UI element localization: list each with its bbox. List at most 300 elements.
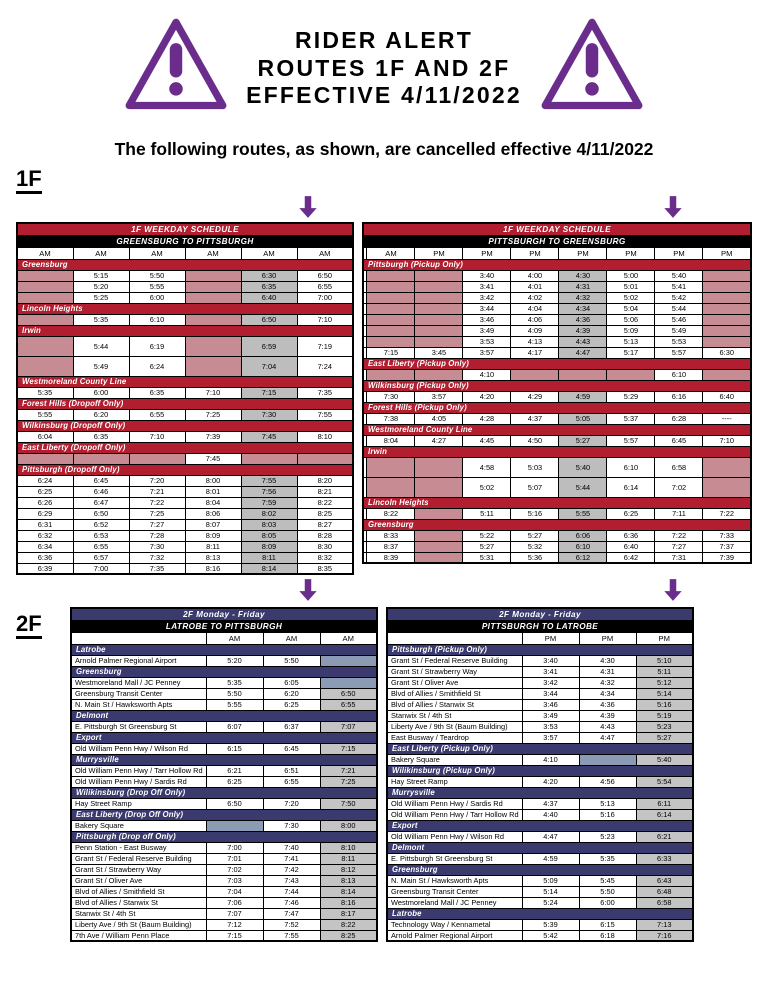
table-row bbox=[387, 754, 693, 765]
time-cell: 6:45 bbox=[73, 475, 129, 486]
table-group-row bbox=[363, 497, 751, 508]
table-period-header-row bbox=[17, 247, 353, 259]
stop-name: Old William Penn Hwy / Sardis Rd bbox=[387, 798, 522, 809]
time-cell bbox=[320, 677, 377, 688]
time-cell: 3:49 bbox=[522, 710, 579, 721]
table-row bbox=[17, 541, 353, 552]
time-cell bbox=[367, 303, 415, 314]
time-cell: 5:23 bbox=[636, 721, 693, 732]
period-header-3: PM bbox=[511, 247, 559, 259]
group-label: Murrysville bbox=[387, 787, 693, 798]
table-row bbox=[363, 314, 751, 325]
time-cell: 5:57 bbox=[655, 347, 703, 358]
time-cell: 6:12 bbox=[559, 552, 607, 563]
stop-name: Stanwix St / 4th St bbox=[387, 710, 522, 721]
table-title-row bbox=[71, 608, 377, 620]
table-row bbox=[387, 798, 693, 809]
table-row bbox=[17, 563, 353, 574]
table-group-row bbox=[363, 380, 751, 391]
stop-name: Greensburg Transit Center bbox=[71, 688, 206, 699]
time-cell: 7:46 bbox=[263, 897, 320, 908]
time-cell: 6:00 bbox=[579, 897, 636, 908]
stop-name bbox=[363, 508, 367, 519]
time-cell: 7:10 bbox=[297, 314, 353, 325]
time-cell: 5:35 bbox=[73, 314, 129, 325]
time-cell: 7:38 bbox=[367, 413, 415, 424]
table-group-row bbox=[363, 259, 751, 270]
stop-name: Liberty Ave / 9th St (Baum Building) bbox=[387, 721, 522, 732]
time-cell: 4:06 bbox=[511, 314, 559, 325]
time-cell: 7:16 bbox=[636, 930, 693, 941]
table-group-row bbox=[387, 644, 693, 655]
time-cell: 7:55 bbox=[297, 409, 353, 420]
stop-name bbox=[363, 292, 367, 303]
time-cell: 6:30 bbox=[241, 270, 297, 281]
table-group-row bbox=[17, 442, 353, 453]
time-cell: 7:15 bbox=[367, 347, 415, 358]
stop-name: Stanwix St / 4th St bbox=[71, 908, 206, 919]
table-row bbox=[387, 919, 693, 930]
stop-name bbox=[363, 325, 367, 336]
time-cell bbox=[129, 453, 185, 464]
time-cell: 5:50 bbox=[206, 688, 263, 699]
time-cell: 6:33 bbox=[636, 853, 693, 864]
period-header-2: AM bbox=[129, 247, 185, 259]
time-cell: 4:34 bbox=[559, 303, 607, 314]
time-cell: 5:27 bbox=[463, 541, 511, 552]
time-cell bbox=[415, 369, 463, 380]
time-cell: 4:31 bbox=[559, 281, 607, 292]
time-cell bbox=[703, 325, 751, 336]
table-row bbox=[363, 508, 751, 519]
period-header-0: AM bbox=[206, 632, 263, 644]
stop-name bbox=[363, 303, 367, 314]
time-cell bbox=[367, 314, 415, 325]
time-cell: 4:34 bbox=[579, 688, 636, 699]
time-cell: 6:16 bbox=[655, 391, 703, 402]
table-row bbox=[17, 336, 353, 356]
time-cell: 7:39 bbox=[703, 552, 751, 563]
time-cell: 6:34 bbox=[17, 541, 73, 552]
time-cell: 6:47 bbox=[73, 497, 129, 508]
time-cell: 8:39 bbox=[367, 552, 415, 563]
period-header-1: AM bbox=[73, 247, 129, 259]
time-cell: 5:17 bbox=[607, 347, 655, 358]
time-cell: 7:45 bbox=[185, 453, 241, 464]
time-cell: 4:31 bbox=[579, 666, 636, 677]
group-label: East Liberty (Drop Off Only) bbox=[71, 809, 377, 820]
time-cell: 5:19 bbox=[636, 710, 693, 721]
table-row bbox=[17, 497, 353, 508]
table-row bbox=[71, 798, 377, 809]
time-cell: 8:10 bbox=[297, 431, 353, 442]
table-title-row bbox=[363, 223, 751, 235]
time-cell bbox=[17, 336, 73, 356]
time-cell bbox=[185, 292, 241, 303]
schedule-table-1f-greensburg-to-pittsburgh bbox=[16, 222, 354, 575]
time-cell: 8:09 bbox=[241, 541, 297, 552]
time-cell: 5:00 bbox=[607, 270, 655, 281]
table-row bbox=[387, 732, 693, 743]
time-cell: 5:16 bbox=[636, 699, 693, 710]
table-group-row bbox=[17, 398, 353, 409]
table-row bbox=[71, 908, 377, 919]
group-label: Westmoreland County Line bbox=[17, 376, 353, 387]
warning-triangle-icon bbox=[124, 14, 228, 123]
stop-name: Grant St / Federal Reserve Building bbox=[71, 853, 206, 864]
period-header-4: PM bbox=[559, 247, 607, 259]
table-row bbox=[363, 325, 751, 336]
time-cell: 5:42 bbox=[522, 930, 579, 941]
time-cell bbox=[415, 530, 463, 541]
time-cell: 8:32 bbox=[297, 552, 353, 563]
time-cell: 7:12 bbox=[206, 919, 263, 930]
time-cell bbox=[367, 325, 415, 336]
period-header-1: PM bbox=[579, 632, 636, 644]
stop-name bbox=[363, 391, 367, 402]
time-cell: 8:05 bbox=[241, 530, 297, 541]
time-cell: 6:55 bbox=[73, 541, 129, 552]
time-cell: 7:15 bbox=[241, 387, 297, 398]
stop-name: Bakery Square bbox=[387, 754, 522, 765]
time-cell: 5:44 bbox=[559, 477, 607, 497]
group-label: Delmont bbox=[71, 710, 377, 721]
table-row bbox=[17, 270, 353, 281]
table-row bbox=[71, 875, 377, 886]
table-title: 1F WEEKDAY SCHEDULE bbox=[17, 223, 353, 235]
time-cell: 4:09 bbox=[511, 325, 559, 336]
time-cell: 8:10 bbox=[320, 842, 377, 853]
time-cell: 6:58 bbox=[655, 457, 703, 477]
time-cell: 5:24 bbox=[522, 897, 579, 908]
time-cell: 4:36 bbox=[559, 314, 607, 325]
time-cell: 8:11 bbox=[241, 552, 297, 563]
time-cell: 6:55 bbox=[320, 699, 377, 710]
time-cell: 8:03 bbox=[241, 519, 297, 530]
time-cell: 6:15 bbox=[206, 743, 263, 754]
table-group-row bbox=[71, 787, 377, 798]
group-label: Forest Hills (Pickup Only) bbox=[363, 402, 751, 413]
time-cell bbox=[703, 457, 751, 477]
time-cell: 4:30 bbox=[579, 655, 636, 666]
time-cell bbox=[185, 314, 241, 325]
stop-name: Grant St / Strawberry Way bbox=[387, 666, 522, 677]
time-cell: 5:35 bbox=[206, 677, 263, 688]
schedule-table-2f-latrobe-to-pittsburgh bbox=[70, 607, 378, 942]
time-cell: 7:10 bbox=[129, 431, 185, 442]
period-header-0: AM bbox=[367, 247, 415, 259]
group-label: Greensburg bbox=[363, 519, 751, 530]
time-cell bbox=[185, 270, 241, 281]
time-cell: 4:59 bbox=[559, 391, 607, 402]
time-cell: 6:11 bbox=[636, 798, 693, 809]
time-cell: 6:29 bbox=[17, 508, 73, 519]
stop-name bbox=[363, 314, 367, 325]
time-cell: 6:18 bbox=[579, 930, 636, 941]
time-cell: 5:09 bbox=[607, 325, 655, 336]
time-cell: 7:21 bbox=[320, 765, 377, 776]
time-cell: 5:55 bbox=[559, 508, 607, 519]
time-cell: 7:10 bbox=[185, 387, 241, 398]
time-cell: 6:39 bbox=[17, 563, 73, 574]
time-cell: 6:42 bbox=[607, 552, 655, 563]
time-cell: 6:26 bbox=[17, 497, 73, 508]
time-cell: 7:02 bbox=[655, 477, 703, 497]
time-cell: 4:27 bbox=[415, 435, 463, 446]
period-header-3: AM bbox=[185, 247, 241, 259]
time-cell: 6:52 bbox=[73, 519, 129, 530]
time-cell: 5:13 bbox=[579, 798, 636, 809]
time-cell: 4:20 bbox=[522, 776, 579, 787]
time-cell: 7:59 bbox=[241, 497, 297, 508]
table-group-row bbox=[71, 732, 377, 743]
down-arrow-icon bbox=[660, 194, 686, 225]
table-row bbox=[17, 292, 353, 303]
time-cell: 5:23 bbox=[579, 831, 636, 842]
time-cell: 8:00 bbox=[185, 475, 241, 486]
table-group-row bbox=[387, 864, 693, 875]
table-row bbox=[71, 721, 377, 732]
time-cell bbox=[415, 336, 463, 347]
time-cell: 3:40 bbox=[463, 270, 511, 281]
time-cell: 7:32 bbox=[129, 552, 185, 563]
group-label: Forest Hills (Dropoff Only) bbox=[17, 398, 353, 409]
time-cell: 7:13 bbox=[636, 919, 693, 930]
time-cell bbox=[703, 314, 751, 325]
time-cell: 7:19 bbox=[297, 336, 353, 356]
time-cell: 7:25 bbox=[129, 508, 185, 519]
time-cell: 7:30 bbox=[241, 409, 297, 420]
table-row bbox=[363, 530, 751, 541]
time-cell: 6:40 bbox=[241, 292, 297, 303]
time-cell: 3:41 bbox=[463, 281, 511, 292]
time-cell: 8:12 bbox=[320, 864, 377, 875]
table-row bbox=[363, 292, 751, 303]
time-cell: 6:37 bbox=[263, 721, 320, 732]
stop-name bbox=[363, 369, 367, 380]
table-title: 2F Monday - Friday bbox=[387, 608, 693, 620]
stop-name: Technology Way / Kennametal bbox=[387, 919, 522, 930]
time-cell: 7:55 bbox=[263, 930, 320, 941]
time-cell: 5:05 bbox=[559, 413, 607, 424]
table-row bbox=[387, 853, 693, 864]
time-cell: 4:01 bbox=[511, 281, 559, 292]
group-label: Lincoln Heights bbox=[17, 303, 353, 314]
time-cell: ---- bbox=[703, 413, 751, 424]
alert-subtitle: The following routes, as shown, are cancelled effective 4/11/2022 bbox=[114, 139, 654, 159]
time-cell: 7:28 bbox=[129, 530, 185, 541]
time-cell: 3:42 bbox=[522, 677, 579, 688]
time-cell: 7:27 bbox=[129, 519, 185, 530]
table-row bbox=[363, 413, 751, 424]
time-cell: 6:59 bbox=[241, 336, 297, 356]
table-group-row bbox=[71, 809, 377, 820]
table-row bbox=[17, 552, 353, 563]
stop-name: N. Main St / Hawksworth Apts bbox=[71, 699, 206, 710]
table-direction: PITTSBURGH TO GREENSBURG bbox=[363, 235, 751, 247]
table-row bbox=[363, 552, 751, 563]
time-cell: 7:07 bbox=[320, 721, 377, 732]
table-period-header-row bbox=[363, 247, 751, 259]
time-cell: 7:04 bbox=[241, 356, 297, 376]
time-cell: 8:00 bbox=[320, 820, 377, 831]
time-cell: 7:37 bbox=[703, 541, 751, 552]
time-cell: 6:19 bbox=[129, 336, 185, 356]
time-cell: 5:39 bbox=[522, 919, 579, 930]
time-cell: 8:14 bbox=[241, 563, 297, 574]
time-cell: 7:07 bbox=[206, 908, 263, 919]
stop-name: Old William Penn Hwy / Wilson Rd bbox=[387, 831, 522, 842]
time-cell: 8:22 bbox=[367, 508, 415, 519]
table-direction-row bbox=[363, 235, 751, 247]
stop-name: Blvd of Allies / Stanwix St bbox=[387, 699, 522, 710]
period-header-5: AM bbox=[297, 247, 353, 259]
time-cell: 6:25 bbox=[607, 508, 655, 519]
table-group-row bbox=[17, 420, 353, 431]
time-cell: 4:28 bbox=[463, 413, 511, 424]
time-cell: 7:44 bbox=[263, 886, 320, 897]
time-cell: 4:47 bbox=[579, 732, 636, 743]
time-cell: 8:16 bbox=[320, 897, 377, 908]
time-cell bbox=[17, 453, 73, 464]
alert-title-block bbox=[246, 27, 522, 110]
stop-name: N. Main St / Hawksworth Apts bbox=[387, 875, 522, 886]
time-cell bbox=[185, 281, 241, 292]
time-cell: 5:10 bbox=[636, 655, 693, 666]
table-row bbox=[363, 347, 751, 358]
time-cell: 7:11 bbox=[655, 508, 703, 519]
time-cell: 7:01 bbox=[206, 853, 263, 864]
time-cell: 5:07 bbox=[511, 477, 559, 497]
time-cell: 8:07 bbox=[185, 519, 241, 530]
time-cell: 6:20 bbox=[263, 688, 320, 699]
time-cell: 7:42 bbox=[263, 864, 320, 875]
time-cell: 7:20 bbox=[263, 798, 320, 809]
time-cell bbox=[579, 754, 636, 765]
stop-name bbox=[363, 270, 367, 281]
time-cell: 3:46 bbox=[463, 314, 511, 325]
time-cell: 4:59 bbox=[522, 853, 579, 864]
table-row bbox=[71, 886, 377, 897]
table-row bbox=[387, 776, 693, 787]
time-cell: 5:45 bbox=[579, 875, 636, 886]
time-cell: 5:42 bbox=[655, 292, 703, 303]
time-cell: 5:55 bbox=[17, 409, 73, 420]
time-cell bbox=[297, 453, 353, 464]
time-cell: 5:55 bbox=[129, 281, 185, 292]
stop-name: Westmoreland Mall / JC Penney bbox=[71, 677, 206, 688]
group-label: Pittsburgh (Pickup Only) bbox=[387, 644, 693, 655]
time-cell: 4:32 bbox=[559, 292, 607, 303]
time-cell: 8:33 bbox=[367, 530, 415, 541]
time-cell: 5:44 bbox=[655, 303, 703, 314]
time-cell: 5:13 bbox=[607, 336, 655, 347]
time-cell: 6:21 bbox=[206, 765, 263, 776]
table-row bbox=[363, 435, 751, 446]
time-cell bbox=[241, 453, 297, 464]
table-group-row bbox=[387, 820, 693, 831]
group-label: Lincoln Heights bbox=[363, 497, 751, 508]
period-header-5: PM bbox=[607, 247, 655, 259]
group-label: East Liberty (Dropoff Only) bbox=[17, 442, 353, 453]
time-cell: 8:37 bbox=[367, 541, 415, 552]
time-cell: 8:01 bbox=[185, 486, 241, 497]
time-cell bbox=[415, 303, 463, 314]
time-cell: 6:50 bbox=[206, 798, 263, 809]
time-cell: 5:40 bbox=[636, 754, 693, 765]
down-arrow-icon bbox=[295, 577, 321, 608]
time-cell: 8:20 bbox=[297, 475, 353, 486]
table-group-row bbox=[363, 358, 751, 369]
time-cell bbox=[415, 477, 463, 497]
group-label: East Liberty (Pickup Only) bbox=[387, 743, 693, 754]
time-cell: 7:24 bbox=[297, 356, 353, 376]
time-cell: 5:50 bbox=[263, 655, 320, 666]
table-row bbox=[387, 699, 693, 710]
time-cell: 6:35 bbox=[73, 431, 129, 442]
time-cell: 6:55 bbox=[297, 281, 353, 292]
time-cell: 7:27 bbox=[655, 541, 703, 552]
time-cell: 5:31 bbox=[463, 552, 511, 563]
table-group-row bbox=[17, 303, 353, 314]
period-header-7: PM bbox=[703, 247, 751, 259]
time-cell: 5:57 bbox=[607, 435, 655, 446]
table-row bbox=[17, 530, 353, 541]
stop-name: Old William Penn Hwy / Sardis Rd bbox=[71, 776, 206, 787]
time-cell: 7:50 bbox=[320, 798, 377, 809]
table-row bbox=[17, 453, 353, 464]
stop-name: Bakery Square bbox=[71, 820, 206, 831]
time-cell: 7:45 bbox=[241, 431, 297, 442]
table-row bbox=[71, 776, 377, 787]
table-row bbox=[71, 699, 377, 710]
time-cell: 7:35 bbox=[129, 563, 185, 574]
time-cell: 3:49 bbox=[463, 325, 511, 336]
time-cell bbox=[703, 292, 751, 303]
time-cell: 7:41 bbox=[263, 853, 320, 864]
table-row bbox=[17, 356, 353, 376]
table-group-row bbox=[363, 402, 751, 413]
time-cell: 8:02 bbox=[241, 508, 297, 519]
time-cell: 4:02 bbox=[511, 292, 559, 303]
time-cell: 8:22 bbox=[297, 497, 353, 508]
time-cell: 4:00 bbox=[511, 270, 559, 281]
time-cell: 6:20 bbox=[73, 409, 129, 420]
time-cell: 5:54 bbox=[636, 776, 693, 787]
time-cell: 8:30 bbox=[297, 541, 353, 552]
stop-name: Hay Street Ramp bbox=[387, 776, 522, 787]
time-cell bbox=[511, 369, 559, 380]
time-cell: 7:30 bbox=[367, 391, 415, 402]
stop-name: E. Pittsburgh St Greensburg St bbox=[387, 853, 522, 864]
time-cell bbox=[367, 292, 415, 303]
table-row bbox=[363, 369, 751, 380]
time-cell: 7:10 bbox=[703, 435, 751, 446]
time-cell: 6:55 bbox=[263, 776, 320, 787]
time-cell bbox=[415, 292, 463, 303]
time-cell: 7:22 bbox=[703, 508, 751, 519]
table-row bbox=[17, 314, 353, 325]
period-header-2: PM bbox=[463, 247, 511, 259]
group-label: Greensburg bbox=[71, 666, 377, 677]
table-row bbox=[71, 842, 377, 853]
table-row bbox=[387, 897, 693, 908]
table-row bbox=[17, 409, 353, 420]
time-cell: 6:40 bbox=[703, 391, 751, 402]
table-row bbox=[17, 431, 353, 442]
table-group-row bbox=[363, 446, 751, 457]
time-cell: 6:50 bbox=[241, 314, 297, 325]
